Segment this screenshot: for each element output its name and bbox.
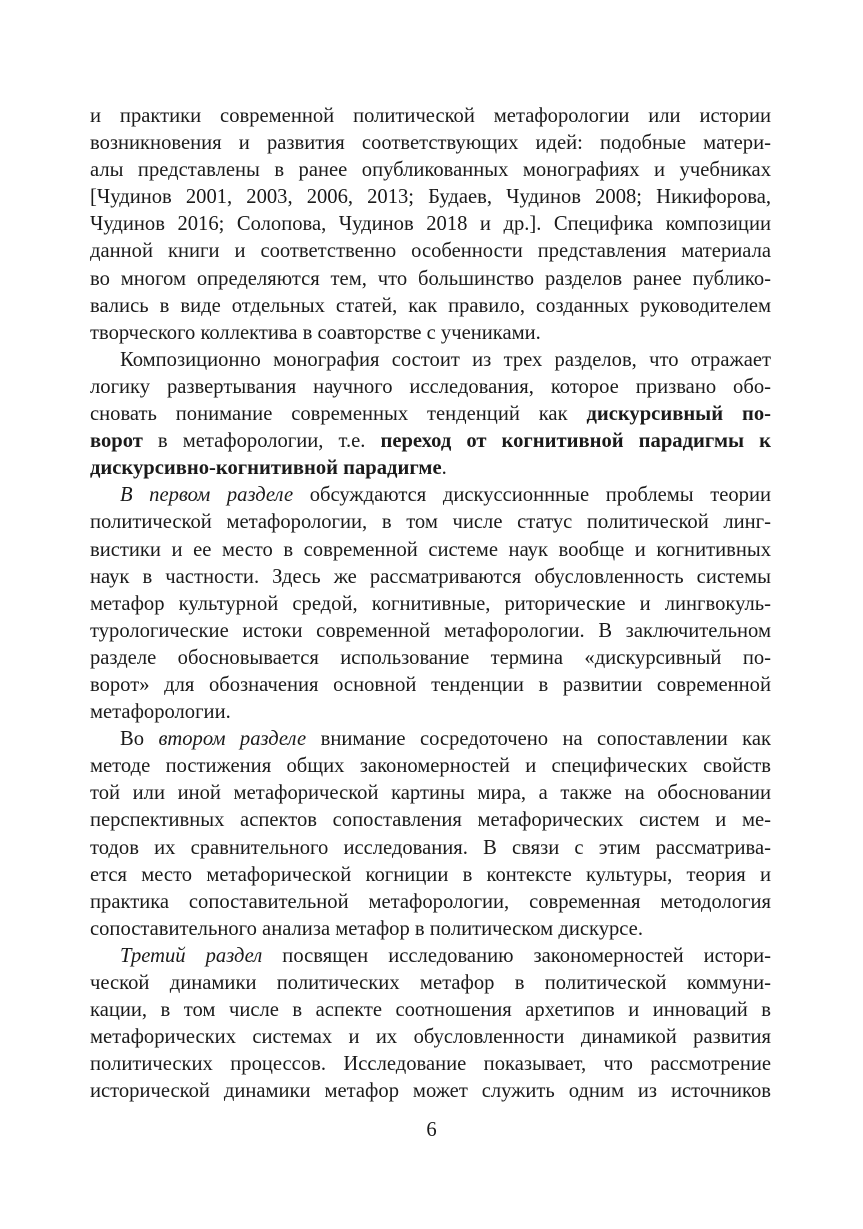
bold-text: ворот: [90, 430, 143, 453]
paragraph: [90, 726, 771, 943]
text-run: творческого коллектива в соавторстве с учениками.: [90, 321, 541, 344]
text-line: [90, 238, 771, 265]
text-run: [Чудинов 2001, 2003, 2006, 2013; Будаев, Чудинов 2008; Никифорова,: [90, 186, 771, 209]
text-run: метафорологии.: [90, 701, 231, 724]
text-run: сновать понимание современных тенденций как: [90, 403, 587, 426]
text-line: [90, 211, 771, 238]
paragraph: [90, 103, 771, 347]
text-run: ворот» для обозначения основной тенденции в развитии современной: [90, 673, 771, 696]
text-run: .: [441, 457, 447, 480]
text-line: [90, 1051, 771, 1078]
text-run: методе постижения общих закономерностей и специфических свойств: [90, 755, 771, 778]
text-line: [90, 130, 771, 157]
text-line: [90, 997, 771, 1024]
text-run: и практики современной политической метафорологии или истории: [90, 105, 771, 127]
text-line: [90, 401, 771, 428]
text-run: Во: [120, 728, 159, 751]
text-run: возникновения и развития соответствующих идей: подобные матери-: [90, 132, 771, 155]
text-run: логику развертывания научного исследования, которое призвано обо-: [90, 375, 771, 398]
text-line: [90, 157, 771, 184]
text-run: сопоставительного анализа метафор в политическом дискурсе.: [90, 917, 643, 940]
text-run: обсуждаются дискуссионнные проблемы теории: [293, 484, 771, 507]
italic-text: втором разделе: [158, 728, 307, 751]
text-run: посвящен исследованию закономерностей истори-: [262, 944, 771, 967]
text-run: в метафорологии, т.е.: [142, 430, 381, 453]
text-run: тодов их сравнительного исследования. В связи с этим рассматрива-: [90, 836, 771, 859]
text-line: [90, 591, 771, 618]
text-line: [90, 347, 771, 374]
text-line: [90, 482, 771, 509]
text-line: [90, 916, 771, 943]
text-line: [90, 780, 771, 807]
paragraph: [90, 482, 771, 726]
text-run: во многом определяются тем, что большинство разделов ранее публико-: [90, 267, 771, 290]
text-run: практика сопоставительной метафорологии, современная методология: [90, 890, 771, 913]
text-line: [90, 103, 771, 130]
text-line: [90, 943, 771, 970]
text-line: [90, 428, 771, 455]
paragraph: [90, 347, 771, 482]
text-line: [90, 1024, 771, 1051]
text-run: данной книги и соответственно особенности представления материала: [90, 240, 771, 263]
text-line: [90, 970, 771, 997]
text-line: [90, 320, 771, 347]
text-line: [90, 509, 771, 536]
text-line: [90, 374, 771, 401]
text-line: [90, 862, 771, 889]
text-line: [90, 1078, 771, 1105]
bold-text: дискурсивный по-: [586, 403, 772, 426]
text-run: ется место метафорической когниции в контексте культуры, теория и: [90, 863, 771, 886]
text-line: [90, 807, 771, 834]
text-line: [90, 889, 771, 916]
text-line: [90, 618, 771, 645]
italic-text: Третий раздел: [120, 944, 263, 967]
text-line: [90, 266, 771, 293]
text-line: [90, 293, 771, 320]
bold-text: переход от когнитивной парадигмы к: [380, 430, 771, 453]
text-run: вались в виде отдельных статей, как правило, созданных руководителем: [90, 294, 771, 317]
text-run: ческой динамики политических метафор в политической коммуни-: [90, 972, 771, 994]
text-run: алы представлены в ранее опубликованных монографиях и учебниках: [90, 159, 771, 182]
text-line: [90, 672, 771, 699]
text-line: [90, 645, 771, 672]
text-run: турологические истоки современной метафорологии. В заключительном: [90, 619, 771, 642]
text-run: внимание сосредоточено на сопоставлении как: [306, 728, 771, 751]
text-line: [90, 184, 771, 211]
text-line: [90, 537, 771, 564]
text-line: [90, 753, 771, 780]
text-line: [90, 726, 771, 753]
text-line: [90, 455, 771, 482]
text-line: [90, 835, 771, 862]
text-run: той или иной метафорической картины мира, а также на обосновании: [90, 782, 771, 805]
page-body: [90, 103, 771, 1105]
text-run: политической метафорологии, в том числе статус политической линг-: [90, 511, 771, 534]
text-run: вистики и ее место в современной системе наук вообще и когнитивных: [90, 538, 771, 561]
text-run: исторической динамики метафор может служить одним из источников: [90, 1080, 771, 1103]
bold-text: дискурсивно-когнитивной парадигме: [90, 457, 442, 480]
paragraph: [90, 943, 771, 1106]
text-run: метафорических системах и их обусловленности динамикой развития: [90, 1026, 771, 1049]
text-run: политических процессов. Исследование показывает, что рассмотрение: [90, 1053, 771, 1076]
text-run: наук в частности. Здесь же рассматриваются обусловленность системы: [90, 565, 771, 588]
text-run: перспективных аспектов сопоставления метафорических систем и ме-: [90, 809, 771, 832]
text-run: метафор культурной средой, когнитивные, риторические и лингвокуль-: [90, 592, 771, 615]
text-run: Чудинов 2016; Солопова, Чудинов 2018 и др.]. Специфика композиции: [90, 213, 771, 236]
text-run: кации, в том числе в аспекте соотношения архетипов и инноваций в: [90, 999, 771, 1022]
text-line: [90, 564, 771, 591]
italic-text: В первом разделе: [120, 484, 294, 507]
text-run: разделе обосновывается использование термина «дискурсивный по-: [90, 646, 771, 669]
page-number: 6: [426, 1119, 437, 1141]
text-line: [90, 699, 771, 726]
text-run: Композиционно монография состоит из трех разделов, что отражает: [120, 348, 771, 371]
